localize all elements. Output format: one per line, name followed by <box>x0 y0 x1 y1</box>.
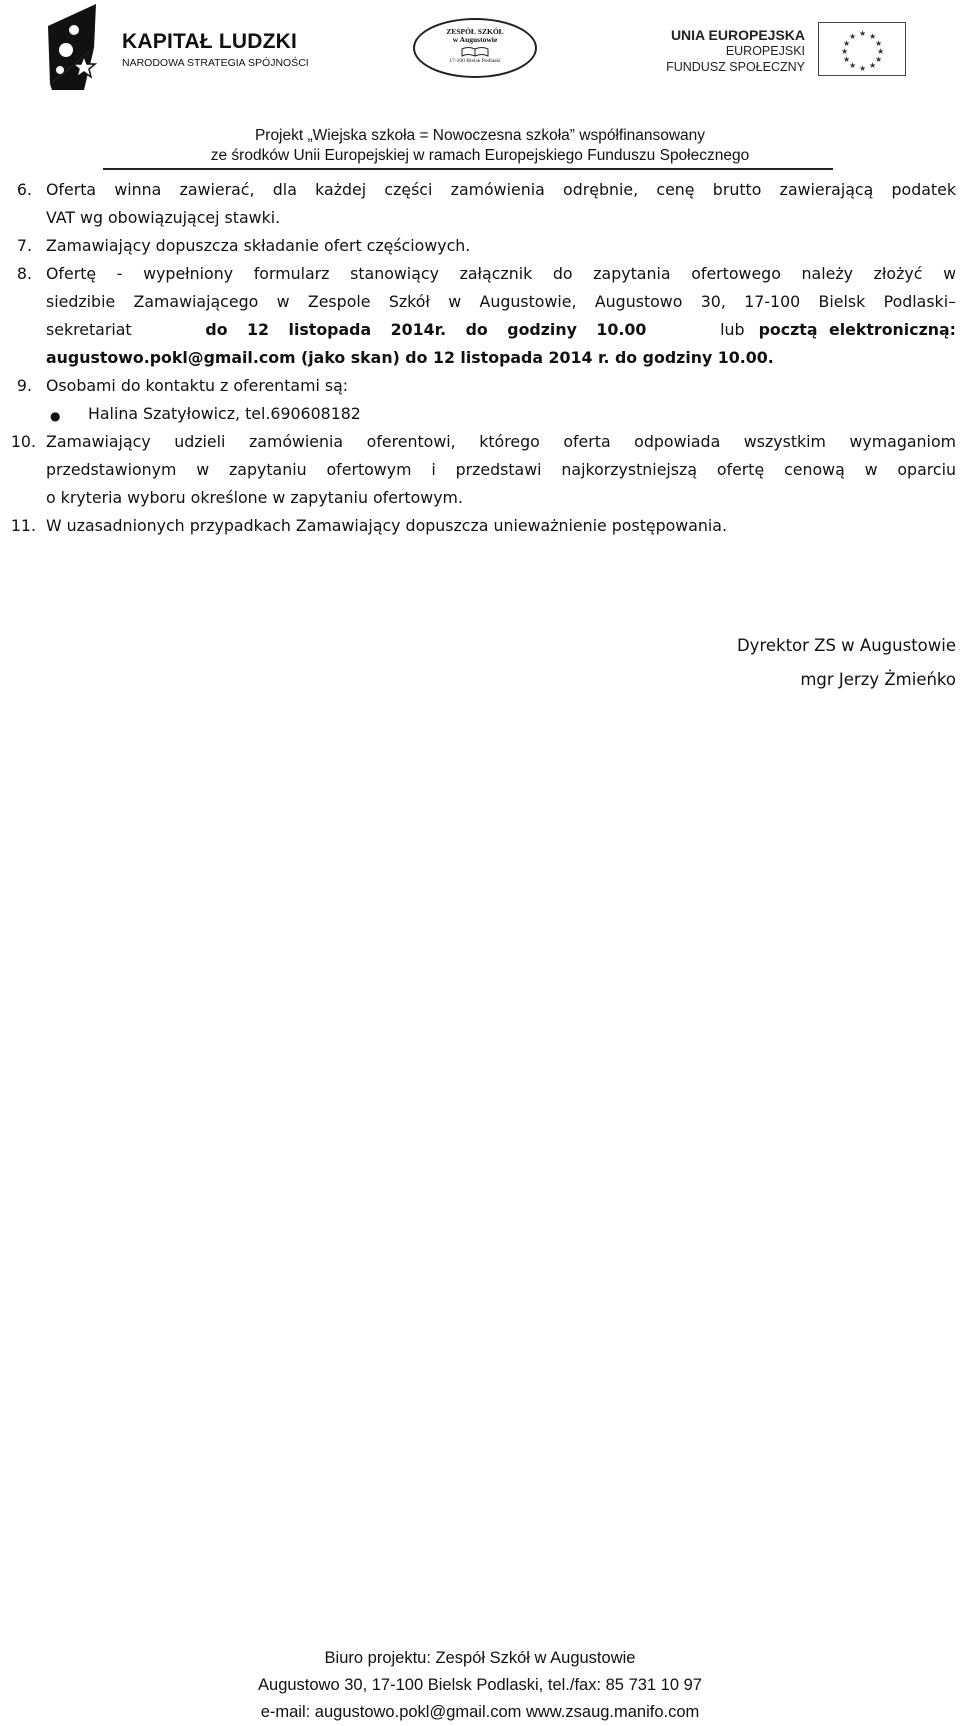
contact-person: Halina Szatyłowicz, tel.690608182 <box>88 404 361 423</box>
eu-line3: FUNDUSZ SPOŁECZNY <box>666 60 805 74</box>
item-8-line-2: siedzibie Zamawiającego w Zespole Szkół w Augustowie, Augustowo 30, 17-100 Bielsk Podlaski– <box>46 292 956 311</box>
svg-text:★: ★ <box>849 61 857 70</box>
seal-name-line1: ZESPÓŁ SZKÓŁ <box>446 27 504 36</box>
svg-text:★: ★ <box>849 32 857 41</box>
project-line2: ze środków Unii Europejskiej w ramach Europejskiego Funduszu Społecznego <box>210 147 750 164</box>
item-10-line-1: Zamawiający udzieli zamówienia oferentowi, którego oferta odpowiada wszystkim wymaganiom <box>46 432 956 451</box>
project-title <box>0 126 960 166</box>
eu-flag <box>818 22 906 76</box>
open-book-icon <box>460 46 490 58</box>
svg-text:★: ★ <box>841 47 849 56</box>
svg-text:★: ★ <box>843 55 851 64</box>
svg-text:★: ★ <box>859 64 867 73</box>
kapital-ludzki-subtitle: NARODOWA STRATEGIA SPÓJNOŚCI <box>122 57 309 69</box>
eu-line1: UNIA EUROPEJSKA <box>670 27 805 43</box>
eu-line2: EUROPEJSKI <box>725 44 805 58</box>
eu-logo <box>666 22 930 82</box>
footer-line1: Biuro projektu: Zespół Szkół w Augustowie <box>324 1649 636 1667</box>
bullet-icon: ● <box>50 409 61 423</box>
item-number: 7. <box>16 236 32 255</box>
item-9-line-1: Osobami do kontaktu z oferentami są: <box>46 376 349 395</box>
eu-stars-icon <box>819 23 905 75</box>
item-10-line-2: przedstawionym w zapytaniu ofertowym i przedstawi najkorzystniejszą ofertę cenową w oparciu <box>46 460 956 479</box>
svg-text:★: ★ <box>875 55 883 64</box>
item-10-line-3: o kryteria wyboru określone w zapytaniu ofertowym. <box>46 488 463 507</box>
svg-text:★: ★ <box>859 29 867 38</box>
kapital-ludzki-logo <box>44 4 309 90</box>
item-8-line-4: augustowo.pokl@gmail.com (jako skan) do 12 listopada 2014 r. do godziny 10.00. <box>46 348 774 367</box>
item-8-deadline <box>132 316 707 345</box>
item-8-line-1: Ofertę - wypełniony formularz stanowiący załącznik do zapytania ofertowego należy złożyć w <box>46 264 956 283</box>
deadline-text: do 12 listopada 2014r. do godziny 10.00 <box>205 320 647 339</box>
item-6-line-2: VAT wg obowiązującej stawki. <box>46 208 281 227</box>
header-divider <box>103 168 833 170</box>
svg-text:★: ★ <box>843 39 851 48</box>
svg-text:★: ★ <box>877 47 885 56</box>
item-number: 9. <box>16 376 32 395</box>
item-8-line-3 <box>46 316 956 345</box>
footer-line3: e-mail: augustowo.pokl@gmail.com www.zsaug.manifo.com <box>260 1703 700 1721</box>
svg-text:★: ★ <box>869 32 877 41</box>
item-8-email-label: pocztą elektroniczną: <box>758 320 956 339</box>
document-header <box>0 0 960 175</box>
seal-name-line2: w Augustowie <box>452 35 498 44</box>
item-number: 8. <box>16 264 32 283</box>
item-number: 11. <box>10 516 36 535</box>
item-number: 6. <box>16 180 32 199</box>
project-line1: Projekt „Wiejska szkoła = Nowoczesna szkoła” współfinansowany <box>254 127 706 144</box>
svg-text:★: ★ <box>869 61 877 70</box>
item-8-text: sekretariat <box>46 320 132 339</box>
document-footer <box>0 1645 960 1726</box>
svg-text:★: ★ <box>875 39 883 48</box>
signature-title: Dyrektor ZS w Augustowie <box>736 636 956 655</box>
school-seal-logo <box>413 18 537 76</box>
item-11-line-1: W uzasadnionych przypadkach Zamawiający dopuszcza unieważnienie postępowania. <box>46 516 728 535</box>
footer-line2: Augustowo 30, 17-100 Bielsk Podlaski, tel./fax: 85 731 10 97 <box>258 1676 702 1694</box>
kapital-ludzki-title: KAPITAŁ LUDZKI <box>122 30 298 53</box>
item-number: 10. <box>10 432 36 451</box>
seal-address: 17-100 Bielsk Podlaski <box>449 58 501 64</box>
seal-name <box>413 28 537 44</box>
item-7-line-1: Zamawiający dopuszcza składanie ofert częściowych. <box>46 236 471 255</box>
item-8-text: lub <box>720 320 745 339</box>
kapital-ludzki-emblem-icon <box>44 4 124 90</box>
signature-name: mgr Jerzy Żmieńko <box>800 670 956 689</box>
item-6-line-1: Oferta winna zawierać, dla każdej części zamówienia odrębnie, cenę brutto zawierającą podatek <box>46 180 956 199</box>
